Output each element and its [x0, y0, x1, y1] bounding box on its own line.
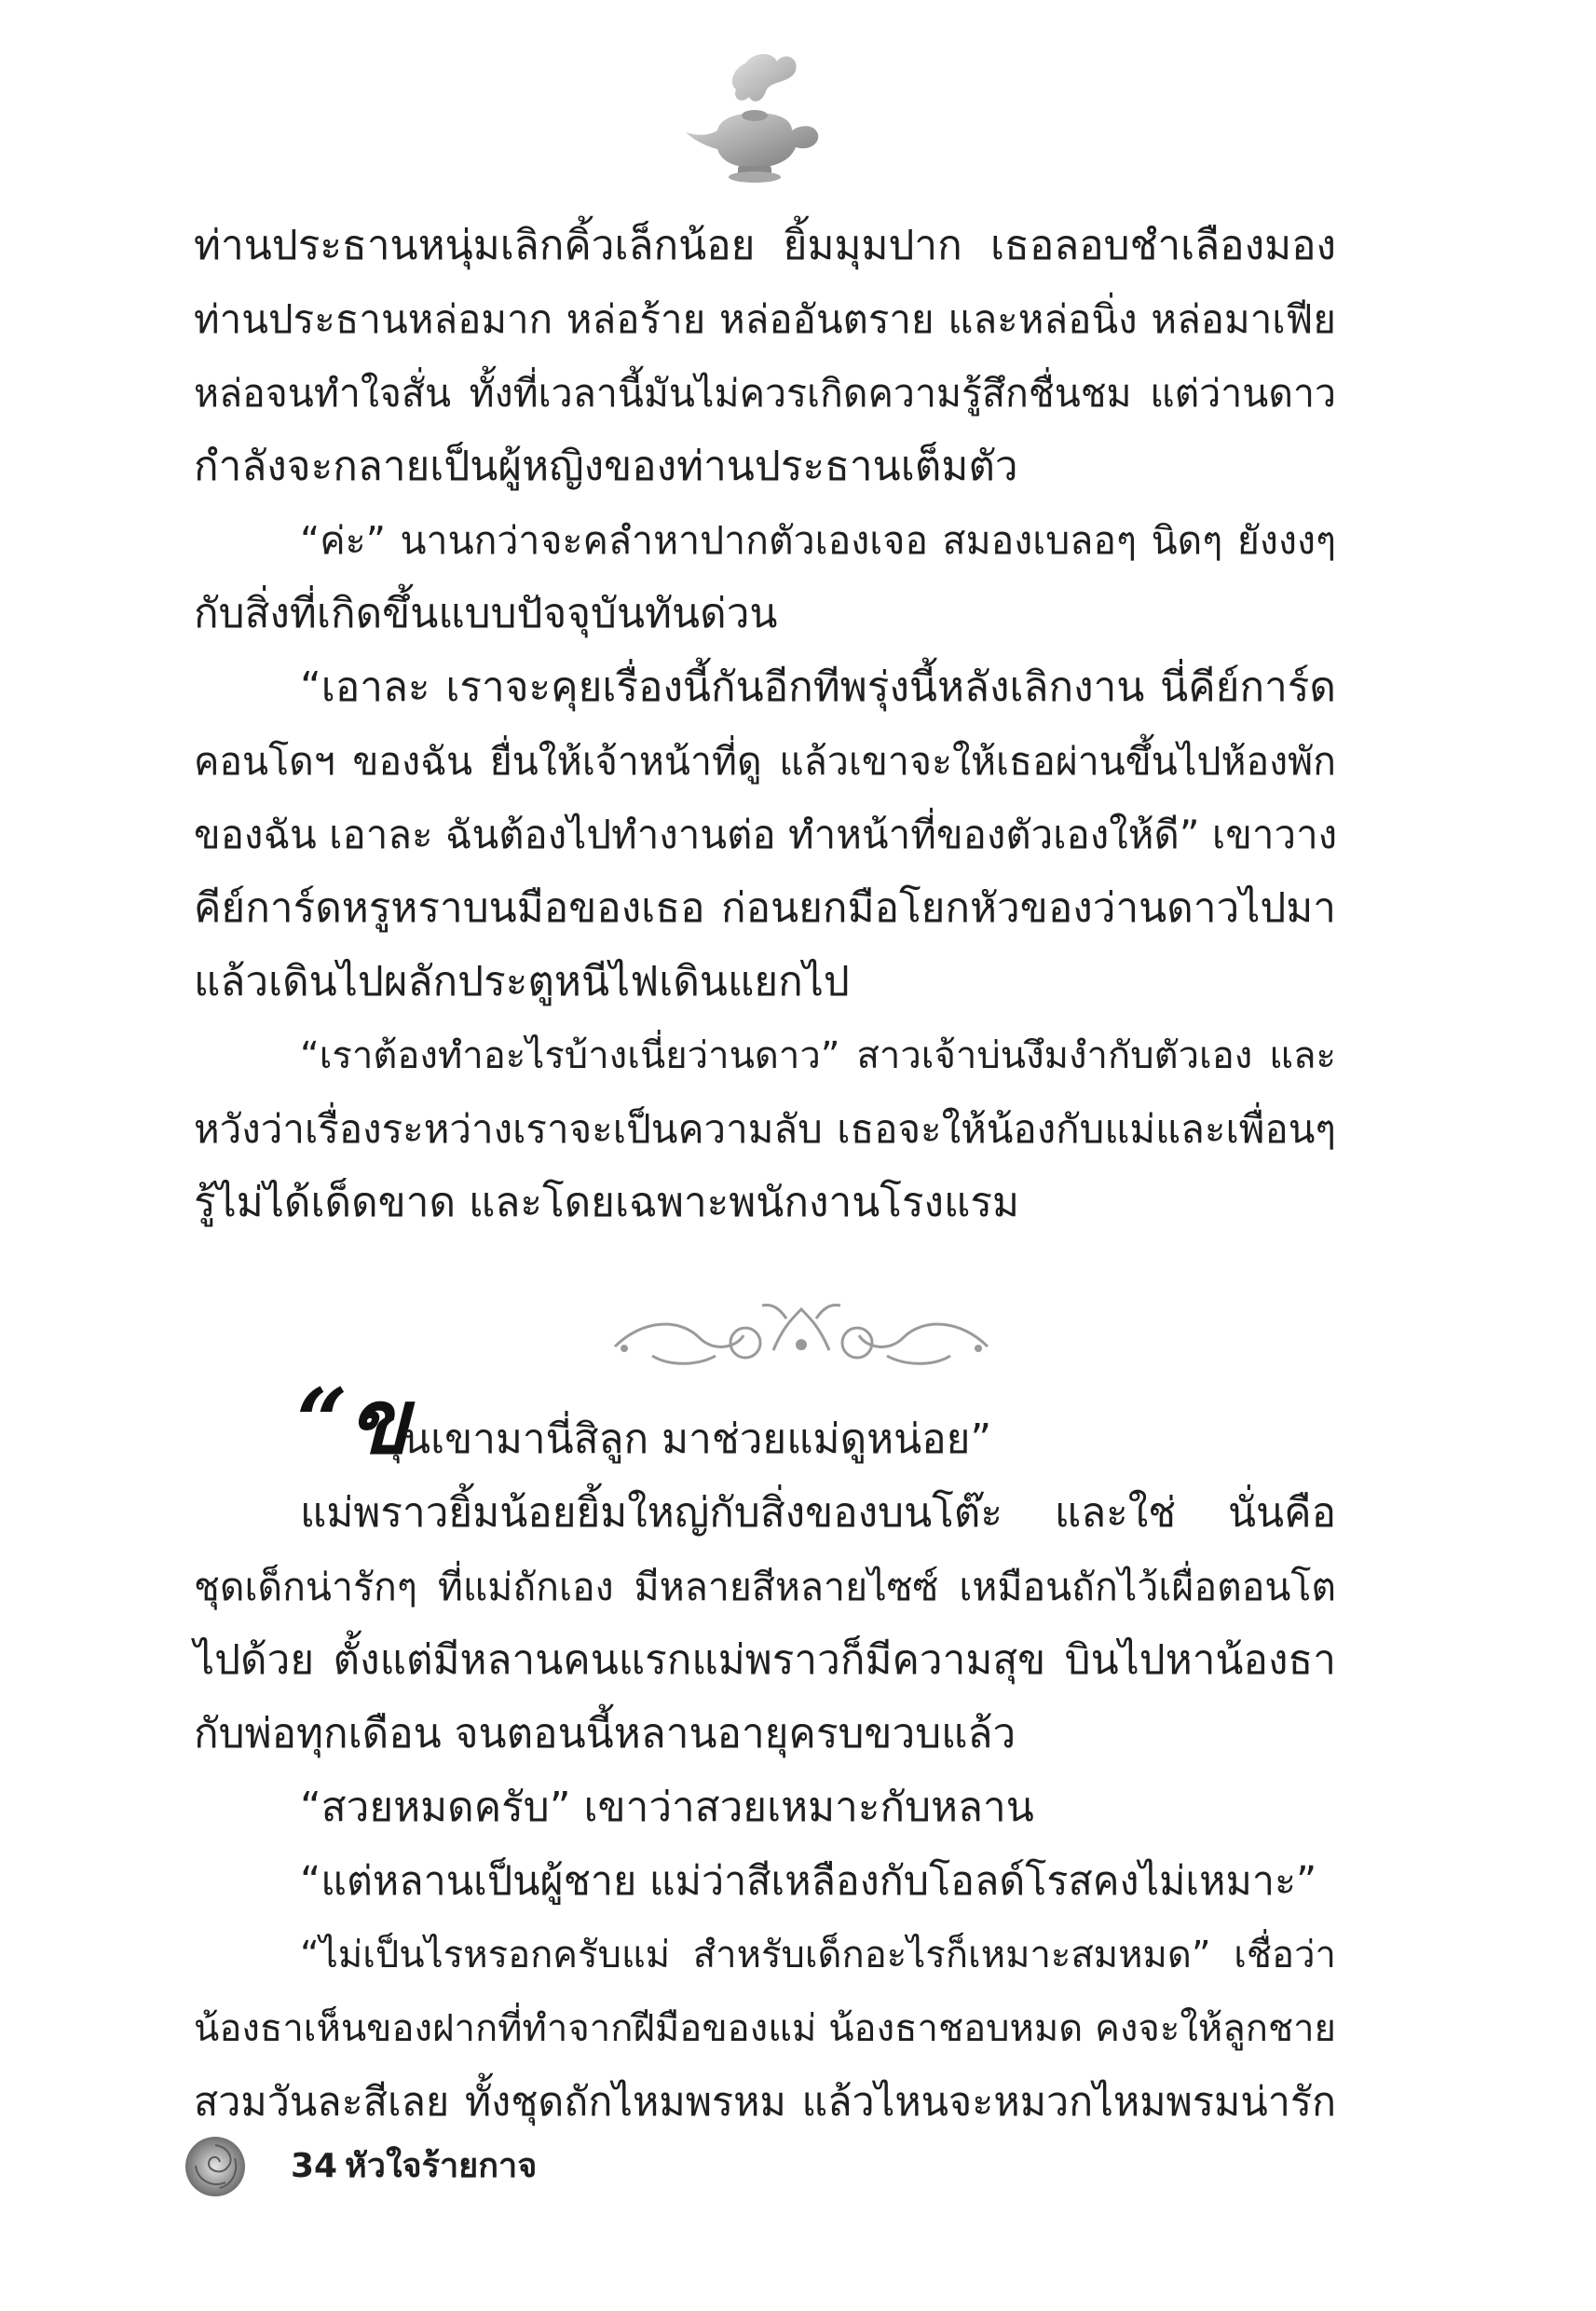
text-line: “แต่หลานเป็นผู้ชาย แม่ว่าสีเหลืองกับโอลด์โรสคงไม่เหมาะ”: [300, 1858, 1317, 1905]
text-line: “เราต้องทำอะไรบ้างเนี่ยว่านดาว” สาวเจ้าบ่นงึมงำกับตัวเอง และ: [300, 1034, 1336, 1077]
scroll-divider-icon: [596, 1291, 1006, 1374]
text-line: ท่านประธานหล่อมาก หล่อร้าย หล่ออันตราย และหล่อนิ่ง หล่อมาเฟีย: [194, 296, 1336, 342]
text-line: ชุดเด็กน่ารักๆ ที่แม่ถักเอง มีหลายสีหลายไซซ์ เหมือนถักไว้เผื่อตอนโต: [194, 1565, 1336, 1609]
text-line: รู้ไม่ได้เด็ดขาด และโดยเฉพาะพนักงานโรงแรม: [194, 1179, 1020, 1226]
genie-lamp-icon: [680, 47, 829, 186]
text-line: หวังว่าเรื่องระหว่างเราจะเป็นความลับ เธอจะให้น้องกับแม่และเพื่อนๆ: [194, 1106, 1336, 1152]
drop-cap-line: ุนเขามานี่สิลูก มาช่วยแม่ดูหน่อย”: [402, 1415, 992, 1463]
rose-icon: [183, 2134, 248, 2199]
text-line: คอนโดฯ ของฉัน ยื่นให้เจ้าหน้าที่ดู แล้วเขาจะให้เธอผ่านขึ้นไปห้องพัก: [194, 739, 1336, 784]
text-line: น้องธาเห็นของฝากที่ทำจากฝีมือของแม่ น้องธาชอบหมด คงจะให้ลูกชาย: [194, 2007, 1336, 2050]
text-line: ท่านประธานหนุ่มเลิกคิ้วเล็กน้อย ยิ้มมุมปาก เธอลอบชำเลืองมอง: [194, 222, 1336, 269]
text-line: “ค่ะ” นานกว่าจะคลำหาปากตัวเองเจอ สมองเบลอๆ นิดๆ ยังงงๆ: [300, 518, 1336, 563]
text-line: ของฉัน เอาละ ฉันต้องไปทำงานต่อ ทำหน้าที่ของตัวเองให้ดี” เขาวาง: [194, 812, 1338, 857]
text-line: สวมวันละสีเลย ทั้งชุดถักไหมพรหม แล้วไหนจะหมวกไหมพรมน่ารัก: [194, 2079, 1336, 2126]
text-line: กับพ่อทุกเดือน จนตอนนี้หลานอายุครบขวบแล้ว: [194, 1710, 1016, 1757]
text-line: แม่พราวยิ้มน้อยยิ้มใหญ่กับสิ่งของบนโต๊ะ และใช่ นั่นคือ: [300, 1489, 1336, 1537]
text-line: แล้วเดินไปผลักประตูหนีไฟเดินแยกไป: [194, 958, 850, 1005]
page-number: 34: [291, 2147, 338, 2185]
text-line: หล่อจนทำใจสั่น ทั้งที่เวลานี้มันไม่ควรเกิดความรู้สึกชื่นชม แต่ว่านดาว: [194, 371, 1336, 416]
text-line: “ไม่เป็นไรหรอกครับแม่ สำหรับเด็กอะไรก็เหมาะสมหมด” เชื่อว่า: [300, 1934, 1336, 1976]
text-line: “เอาละ เราจะคุยเรื่องนี้กันอีกทีพรุ่งนี้หลังเลิกงาน นี่คีย์การ์ด: [300, 663, 1336, 711]
text-line: คีย์การ์ดหรูหราบนมือของเธอ ก่อนยกมือโยกหัวของว่านดาวไปมา: [194, 884, 1336, 932]
text-line: ไปด้วย ตั้งแต่มีหลานคนแรกแม่พราวก็มีความสุข บินไปหาน้องธา: [194, 1636, 1336, 1684]
drop-cap: “ข: [296, 1369, 409, 1474]
text-line: “สวยหมดครับ” เขาว่าสวยเหมาะกับหลาน: [300, 1784, 1034, 1831]
text-line: กำลังจะกลายเป็นผู้หญิงของท่านประธานเต็มตัว: [194, 443, 1018, 490]
text-line: กับสิ่งที่เกิดขึ้นแบบปัจจุบันทันด่วน: [194, 590, 778, 637]
book-title: หัวใจร้ายกาจ: [345, 2147, 538, 2185]
